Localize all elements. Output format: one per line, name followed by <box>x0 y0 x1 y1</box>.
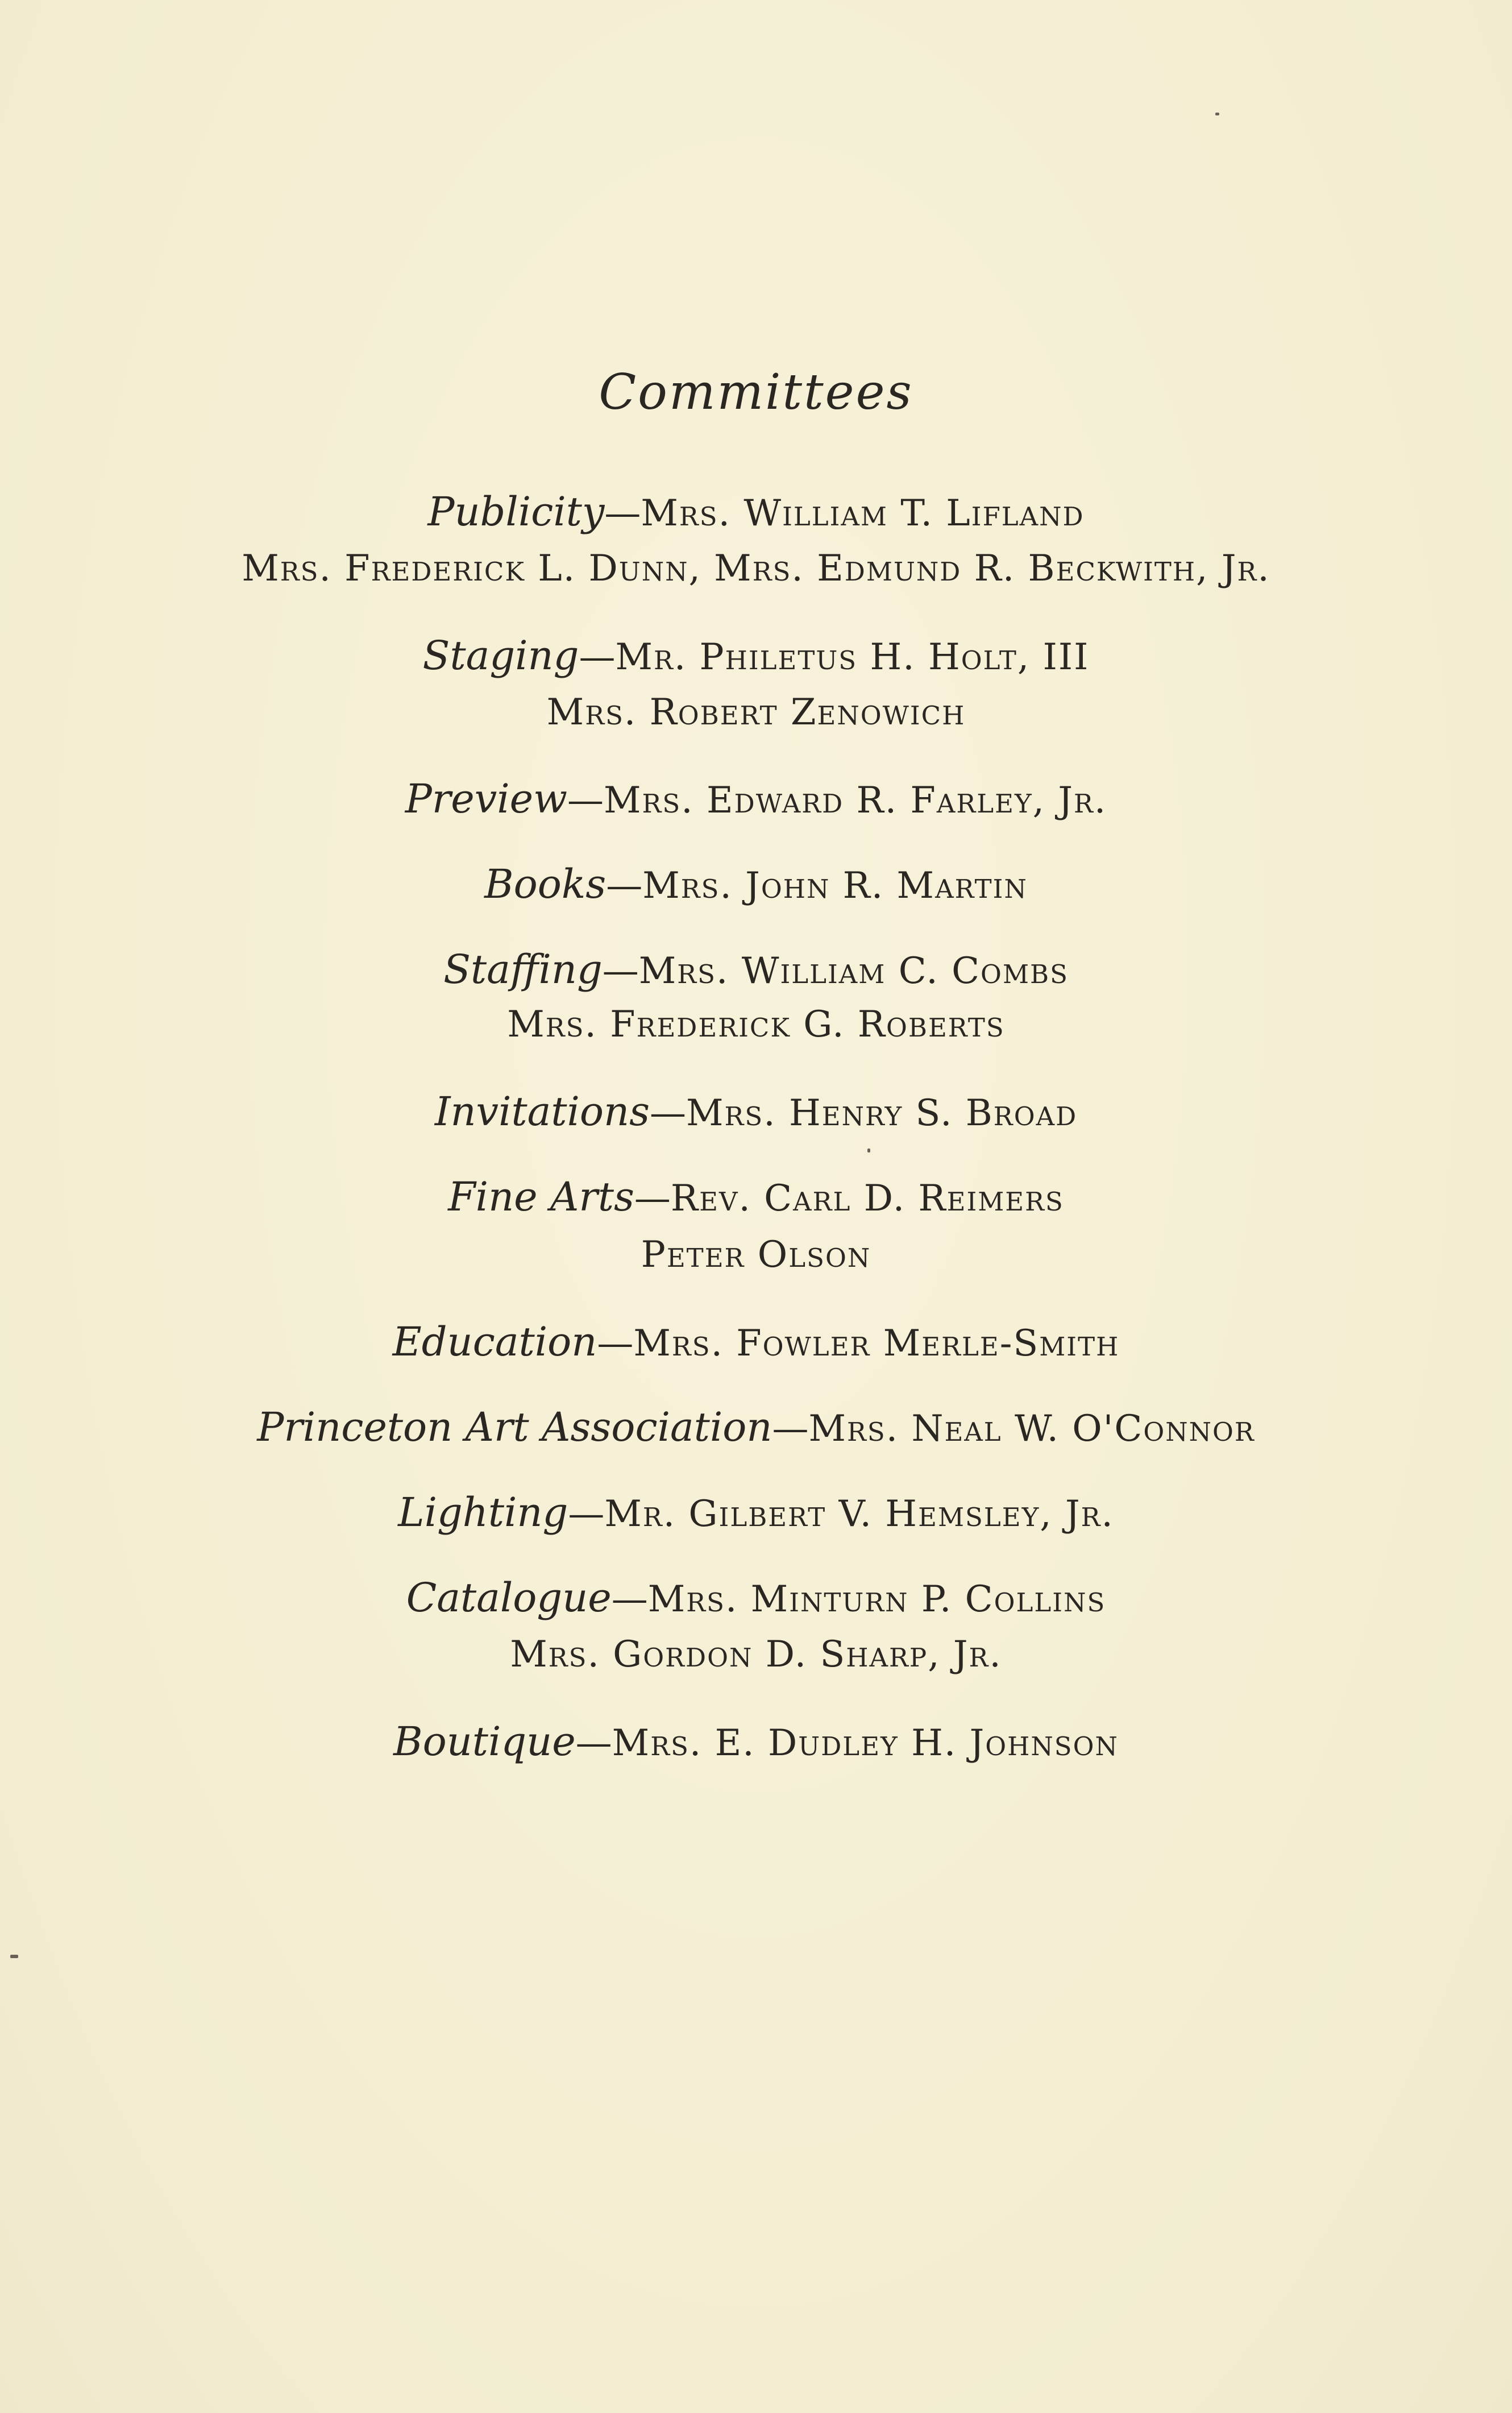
separator: — <box>772 1408 809 1450</box>
separator: — <box>597 1322 634 1365</box>
committee-education <box>0 1319 1512 1365</box>
separator: — <box>604 492 641 534</box>
committee-chair: Mrs. Edward R. Farley, Jr. <box>604 780 1107 822</box>
committee-member-line: Mrs. Robert Zenowich <box>546 691 966 733</box>
committee-princeton-art-association <box>0 1404 1512 1450</box>
committee-label: Boutique <box>393 1718 576 1765</box>
committee-lighting <box>0 1489 1512 1536</box>
committee-label: Lighting <box>398 1489 568 1536</box>
committee-chair: Mrs. E. Dudley H. Johnson <box>612 1722 1119 1764</box>
committee-chair: Mrs. John R. Martin <box>642 865 1028 907</box>
committee-chair: Rev. Carl D. Reimers <box>670 1178 1064 1220</box>
committee-staffing <box>0 946 1512 993</box>
separator: — <box>650 1092 687 1134</box>
committee-label: Books <box>484 861 607 907</box>
committee-member-line: Mrs. Frederick G. Roberts <box>507 1004 1005 1046</box>
separator: — <box>611 1578 648 1620</box>
committee-publicity <box>0 488 1512 535</box>
committee-label: Education <box>392 1319 597 1365</box>
committee-label: Staging <box>422 632 579 679</box>
separator: — <box>606 865 643 907</box>
committee-member-line: Peter Olson <box>641 1234 871 1276</box>
committee-label: Princeton Art Association <box>257 1404 772 1450</box>
separator: — <box>567 780 604 822</box>
committee-invitations <box>0 1088 1512 1135</box>
paper-speck <box>1215 113 1219 115</box>
separator: — <box>579 636 616 678</box>
separator: — <box>602 950 639 992</box>
committee-staging <box>0 632 1512 679</box>
committee-chair: Mr. Philetus H. Holt, III <box>615 636 1090 678</box>
committee-label: Invitations <box>434 1088 650 1135</box>
committee-chair: Mrs. William T. Lifland <box>641 492 1085 534</box>
committee-label: Preview <box>405 776 568 822</box>
separator: — <box>575 1722 612 1764</box>
committee-label: Catalogue <box>406 1574 612 1621</box>
committee-chair: Mrs. Henry S. Broad <box>686 1092 1078 1134</box>
paper-speck <box>10 1955 18 1958</box>
separator: — <box>568 1493 605 1535</box>
committee-label: Staffing <box>443 946 603 993</box>
committee-chair: Mr. Gilbert V. Hemsley, Jr. <box>604 1493 1114 1535</box>
committee-chair: Mrs. Fowler Merle-Smith <box>633 1322 1120 1365</box>
committee-boutique <box>0 1718 1512 1765</box>
paper-speck <box>867 1149 870 1152</box>
committee-fine-arts <box>0 1174 1512 1220</box>
committee-label: Publicity <box>427 488 605 535</box>
page-title: Committees <box>599 364 913 421</box>
committee-books <box>0 861 1512 907</box>
committee-chair: Mrs. Neal W. O'Connor <box>808 1408 1255 1450</box>
committee-catalogue <box>0 1574 1512 1621</box>
committee-preview <box>0 776 1512 822</box>
committee-member-line: Mrs. Gordon D. Sharp, Jr. <box>510 1633 1002 1676</box>
separator: — <box>634 1178 671 1220</box>
committee-label: Fine Arts <box>448 1174 634 1220</box>
committee-member-line: Mrs. Frederick L. Dunn, Mrs. Edmund R. Beckwith, Jr. <box>242 548 1270 590</box>
committee-chair: Mrs. William C. Combs <box>638 950 1069 992</box>
committee-chair: Mrs. Minturn P. Collins <box>647 1578 1106 1620</box>
